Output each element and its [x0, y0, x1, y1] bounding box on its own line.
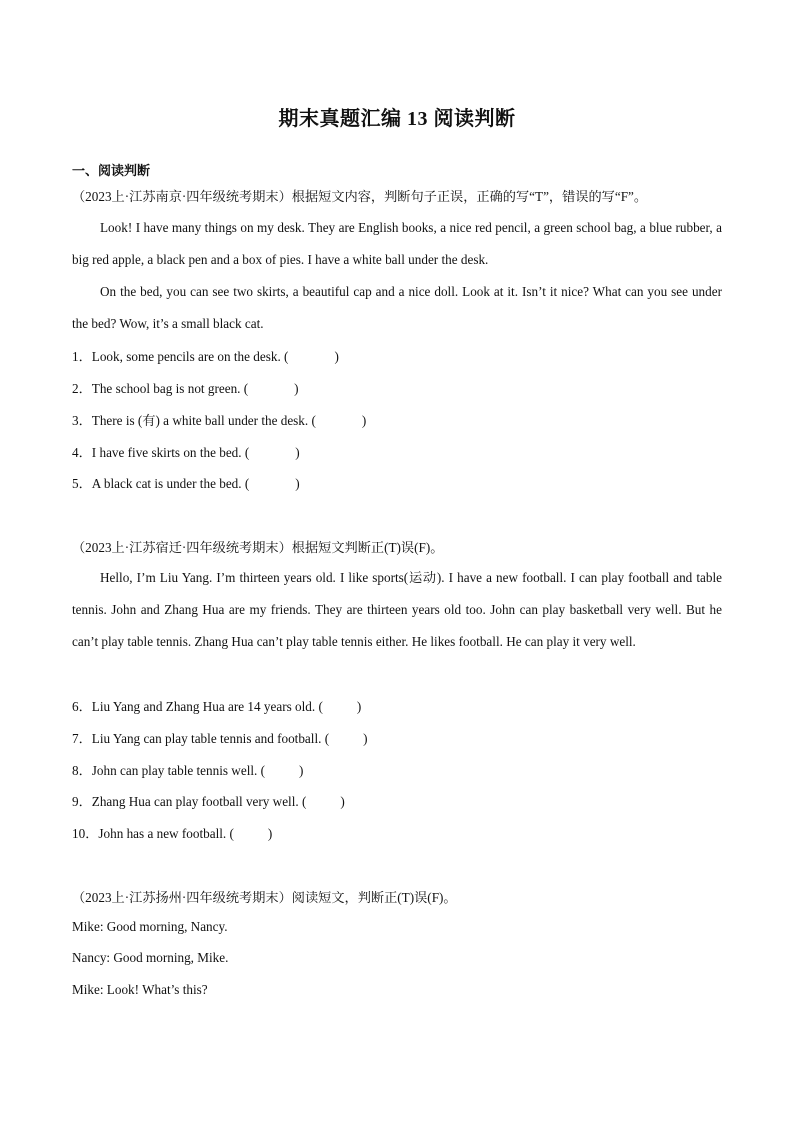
- question-close-paren: ): [295, 476, 300, 491]
- question-number: 10．: [72, 826, 99, 841]
- question-close-paren: ): [334, 349, 339, 364]
- question-text: Liu Yang and Zhang Hua are 14 years old. (: [91, 699, 323, 714]
- passage-3-source: （2023上·江苏扬州·四年级统考期末）阅读短文，判断正(T)误(F)。: [72, 890, 457, 905]
- question-number: 4．: [72, 445, 92, 460]
- page-title: 期末真题汇编 13 阅读判断: [278, 108, 516, 130]
- question-2: [72, 378, 299, 397]
- question-number: 6．: [72, 699, 92, 714]
- question-1: [72, 346, 339, 365]
- question-close-paren: ): [361, 413, 367, 428]
- dialogue-line: Mike: Good morning, Nancy.: [72, 919, 228, 934]
- question-3: [72, 410, 366, 429]
- dialogue-line: Mike: Look! What’s this?: [72, 982, 208, 997]
- question-8: [72, 760, 303, 779]
- question-4: [72, 442, 300, 461]
- passage-2-source: （2023上·江苏宿迁·四年级统考期末）根据短文判断正(T)误(F)。: [72, 540, 444, 555]
- question-number: 9．: [72, 794, 92, 809]
- question-close-paren: ): [356, 699, 362, 714]
- question-number: 7．: [72, 731, 92, 746]
- question-number: 8．: [72, 763, 92, 778]
- question-number: 1．: [72, 349, 92, 364]
- question-close-paren: ): [295, 445, 300, 460]
- passage-1-paragraph-2: On the bed, you can see two skirts, a beautiful cap and a nice doll. Look at it. Isn’t it nice? What can you see under the bed? Wow, it’s a small black cat.: [72, 284, 722, 331]
- question-text: A black cat is under the bed. (: [91, 476, 250, 491]
- question-text: Zhang Hua can play football very well. (: [91, 794, 307, 809]
- question-6: [72, 696, 361, 715]
- passage-1-paragraph-1: Look! I have many things on my desk. They are English books, a nice red pencil, a green school bag, a blue rubber, a big red apple, a black pen and a box of pies. I have a white ball under the desk.: [72, 220, 722, 267]
- question-7: [72, 728, 368, 747]
- question-5: [72, 473, 300, 492]
- question-close-paren: ): [267, 826, 273, 841]
- question-text: Look, some pencils are on the desk. (: [91, 349, 289, 364]
- dialogue-line: Nancy: Good morning, Mike.: [72, 950, 229, 965]
- question-number: 3．: [72, 413, 92, 428]
- section-heading: 一、阅读判断: [72, 163, 151, 178]
- question-text: There is (有) a white ball under the desk. (: [91, 413, 316, 428]
- question-close-paren: ): [363, 731, 368, 746]
- question-close-paren: ): [299, 763, 304, 778]
- question-close-paren: ): [294, 381, 299, 396]
- passage-2-paragraph-1: Hello, I’m Liu Yang. I’m thirteen years old. I like sports(运动). I have a new football. I can play football and table tennis. John and Zhang Hua are my friends. They are thirteen years old too. John can play basketball very well. But he can’t play table tennis. Zhang Hua can’t play table tennis either. He likes football. He can play it very well.: [72, 570, 722, 649]
- question-text: Liu Yang can play table tennis and football. (: [91, 731, 330, 746]
- question-close-paren: ): [340, 794, 345, 809]
- question-number: 2．: [72, 381, 92, 396]
- question-text: I have five skirts on the bed. (: [91, 445, 250, 460]
- question-text: The school bag is not green. (: [91, 381, 249, 396]
- question-text: John has a new football. (: [98, 826, 234, 841]
- question-10: [72, 823, 272, 842]
- question-number: 5．: [72, 476, 92, 491]
- passage-1-source: （2023上·江苏南京·四年级统考期末）根据短文内容，判断句子正误，正确的写“T”，错误的写“F”。: [72, 189, 648, 204]
- question-9: [72, 791, 345, 810]
- question-text: John can play table tennis well. (: [91, 763, 266, 778]
